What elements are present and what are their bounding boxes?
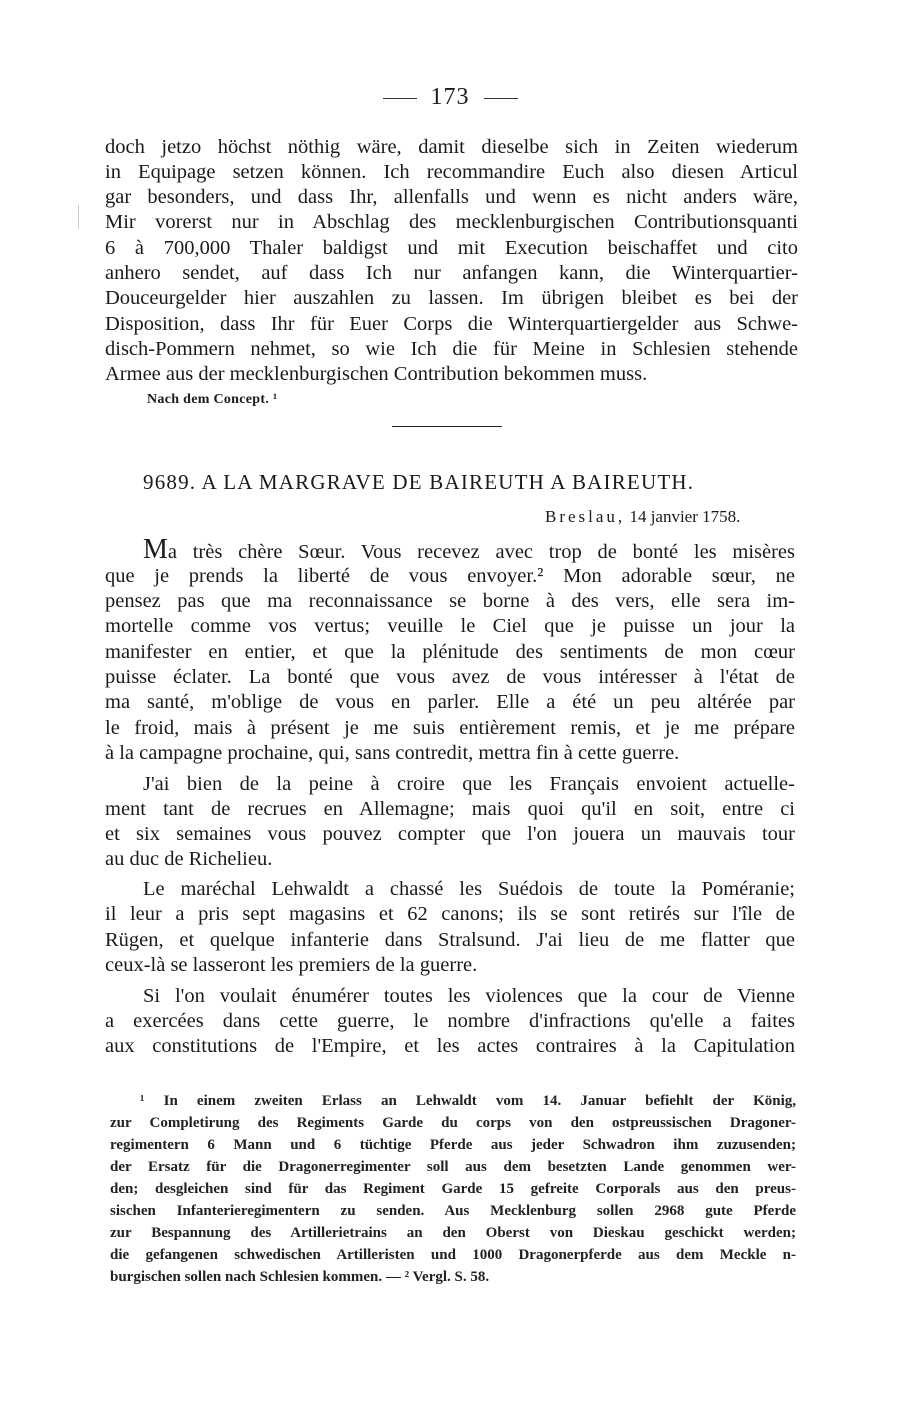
text-line: le froid, mais à présent je me suis entièrement remis, et je me prépare bbox=[105, 717, 795, 739]
text-line: in Equipage setzen können. Ich recommandire Euch also diesen Articul bbox=[105, 161, 798, 183]
text-line: que je prends la liberté de vous envoyer.² Mon adorable sœur, ne bbox=[105, 565, 795, 587]
text-line: Mir vorerst nur in Abschlag des mecklenburgischen Contributionsquanti bbox=[105, 211, 798, 233]
text-line: puisse éclater. La bonté que vous avez de vous intéresser à l'état de bbox=[105, 666, 795, 688]
header-dash-left bbox=[383, 98, 417, 99]
text-line: Disposition, dass Ihr für Euer Corps die Winterquartiergelder aus Schwe- bbox=[105, 313, 798, 335]
letter-place: Breslau, bbox=[545, 507, 626, 526]
letter-title: 9689. A LA MARGRAVE DE BAIREUTH A BAIREUTH. bbox=[143, 470, 695, 494]
text-line: J'ai bien de la peine à croire que les Français envoient actuelle- bbox=[143, 773, 795, 795]
text-line: Ma très chère Sœur. Vous recevez avec trop de bonté les misères bbox=[143, 537, 795, 565]
drop-initial: M bbox=[143, 537, 168, 565]
text-line: Douceurgelder hier auszahlen zu lassen. Im übrigen bleibet es bei der bbox=[105, 287, 798, 309]
footnote-line: zur Completirung des Regiments Garde du corps von den ostpreussischen Dragoner- bbox=[110, 1115, 796, 1131]
text-line: gar besonders, und dass Ihr, allenfalls und wenn es nicht anders wäre, bbox=[105, 186, 798, 208]
text-line: Si l'on voulait énumérer toutes les violences que la cour de Vienne bbox=[143, 985, 795, 1007]
text-line: doch jetzo höchst nöthig wäre, damit dieselbe sich in Zeiten wiederum bbox=[105, 136, 798, 158]
letter-date: 14 janvier 1758. bbox=[629, 507, 741, 526]
text-line: ma santé, m'oblige de vous en parler. Elle a été un peu altérée par bbox=[105, 691, 795, 713]
footnote-line: zur Bespannung des Artillerietrains an den Oberst von Dieskau geschickt werden; bbox=[110, 1225, 796, 1241]
text-line: mortelle comme vos vertus; veuille le Ciel que je puisse un jour la bbox=[105, 615, 795, 637]
footnote-line: den; desgleichen sind für das Regiment Garde 15 gefreite Corporals aus den preus- bbox=[110, 1181, 796, 1197]
text-line: au duc de Richelieu. bbox=[105, 848, 273, 870]
text-line: Rügen, et quelque infanterie dans Stralsund. J'ai lieu de me flatter que bbox=[105, 929, 795, 951]
header-dash-right bbox=[484, 98, 518, 99]
text-line: disch-Pommern nehmet, so wie Ich die für Meine in Schlesien stehende bbox=[105, 338, 798, 360]
text-line: il leur a pris sept magasins et 62 canons; ils se sont retirés sur l'île de bbox=[105, 903, 795, 925]
source-note: Nach dem Concept. ¹ bbox=[147, 392, 278, 407]
text-line: ment tant de recrues en Allemagne; mais quoi qu'il en soit, entre ci bbox=[105, 798, 795, 820]
text-line: aux constitutions de l'Empire, et les actes contraires à la Capitulation bbox=[105, 1035, 795, 1057]
text-line: à la campagne prochaine, qui, sans contredit, mettra fin à cette guerre. bbox=[105, 742, 680, 764]
letter-dateline bbox=[545, 507, 785, 527]
footnote-line: die gefangenen schwedischen Artilleristen und 1000 Dragonerpferde aus dem Meckle n- bbox=[110, 1247, 796, 1263]
text-line: Le maréchal Lehwaldt a chassé les Suédois de toute la Poméranie; bbox=[143, 878, 795, 900]
section-divider bbox=[392, 426, 502, 427]
text-line: pensez pas que ma reconnaissance se borne à des vers, elle sera im- bbox=[105, 590, 795, 612]
margin-mark bbox=[78, 205, 79, 229]
text-line: a exercées dans cette guerre, le nombre d'infractions qu'elle a faites bbox=[105, 1010, 795, 1032]
page-number: 173 bbox=[430, 84, 470, 110]
footnote-line: regimentern 6 Mann und 6 tüchtige Pferde aus jeder Schwadron ihm zuzusenden; bbox=[110, 1137, 796, 1153]
footnote-line: der Ersatz für die Dragonerregimenter soll aus dem besetzten Lande genommen wer- bbox=[110, 1159, 796, 1175]
text-line: ceux-là se lasseront les premiers de la guerre. bbox=[105, 954, 478, 976]
footnote-line: ¹ In einem zweiten Erlass an Lehwaldt vom 14. Januar befiehlt der König, bbox=[140, 1093, 796, 1109]
text-line: anhero sendet, auf dass Ich nur anfangen kann, die Winterquartier- bbox=[105, 262, 798, 284]
text-line: 6 à 700,000 Thaler baldigst und mit Execution beischaffet und cito bbox=[105, 237, 798, 259]
page-header bbox=[0, 84, 900, 111]
text-line: Armee aus der mecklenburgischen Contribution bekommen muss. bbox=[105, 363, 648, 385]
footnote-line: burgischen sollen nach Schlesien kommen. — ² Vergl. S. 58. bbox=[110, 1269, 490, 1285]
text-line: et six semaines vous pouvez compter que l'on jouera un mauvais tour bbox=[105, 823, 795, 845]
text-line: manifester en entier, et que la plénitude des sentiments de mon cœur bbox=[105, 641, 795, 663]
footnote-line: sischen Infanterieregimentern zu senden. Aus Mecklenburg sollen 2968 gute Pferde bbox=[110, 1203, 796, 1219]
